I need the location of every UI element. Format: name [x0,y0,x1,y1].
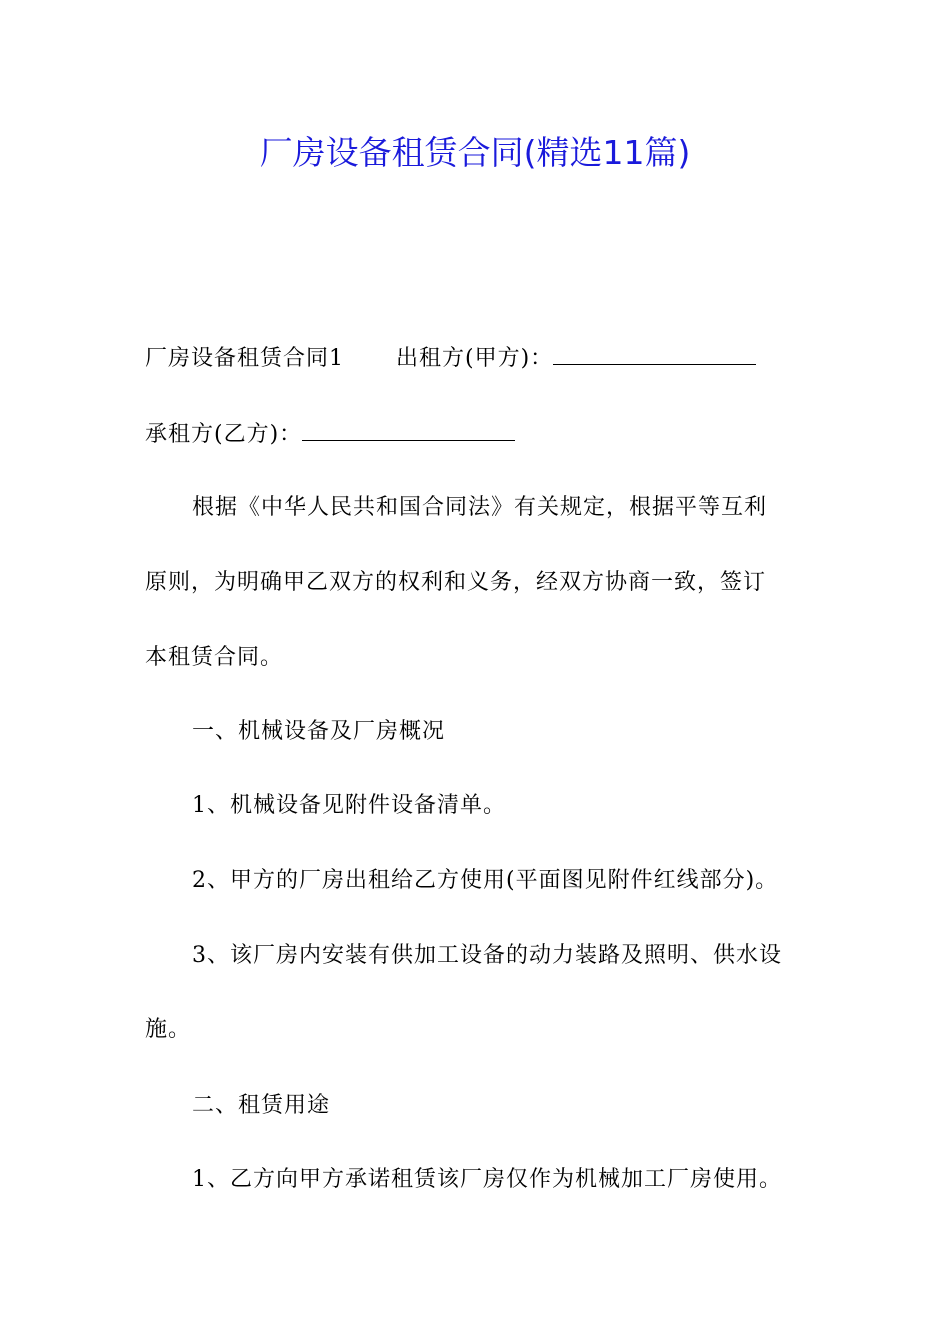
lessor-blank-field[interactable] [553,344,756,365]
section-heading-2: 二、租赁用途 [192,1093,331,1118]
lessee-blank-field[interactable] [302,420,515,441]
contract-heading-1: 厂房设备租赁合同1 [145,346,344,371]
paragraph-line: 根据《中华人民共和国合同法》有关规定，根据平等互利 [192,495,768,520]
document-title: 厂房设备租赁合同(精选11篇) [259,133,691,172]
lessee-label: 承租方(乙方)： [145,422,303,447]
clause-line: 施。 [145,1017,192,1042]
clause-line: 1、乙方向甲方承诺租赁该厂房仅作为机械加工厂房使用。 [192,1167,782,1192]
section-heading-1: 一、机械设备及厂房概况 [192,719,446,744]
paragraph-line: 本租赁合同。 [145,645,284,670]
clause-line: 2、甲方的厂房出租给乙方使用(平面图见附件红线部分)。 [192,868,779,893]
clause-line: 1、机械设备见附件设备清单。 [192,793,506,818]
lessor-line [145,343,810,375]
clause-line: 3、该厂房内安装有供加工设备的动力装路及照明、供水设 [192,943,782,968]
paragraph-line: 原则，为明确甲乙双方的权利和义务，经双方协商一致，签订 [145,570,767,595]
lessor-label: 出租方(甲方)： [396,346,554,371]
lessee-line [145,419,810,451]
